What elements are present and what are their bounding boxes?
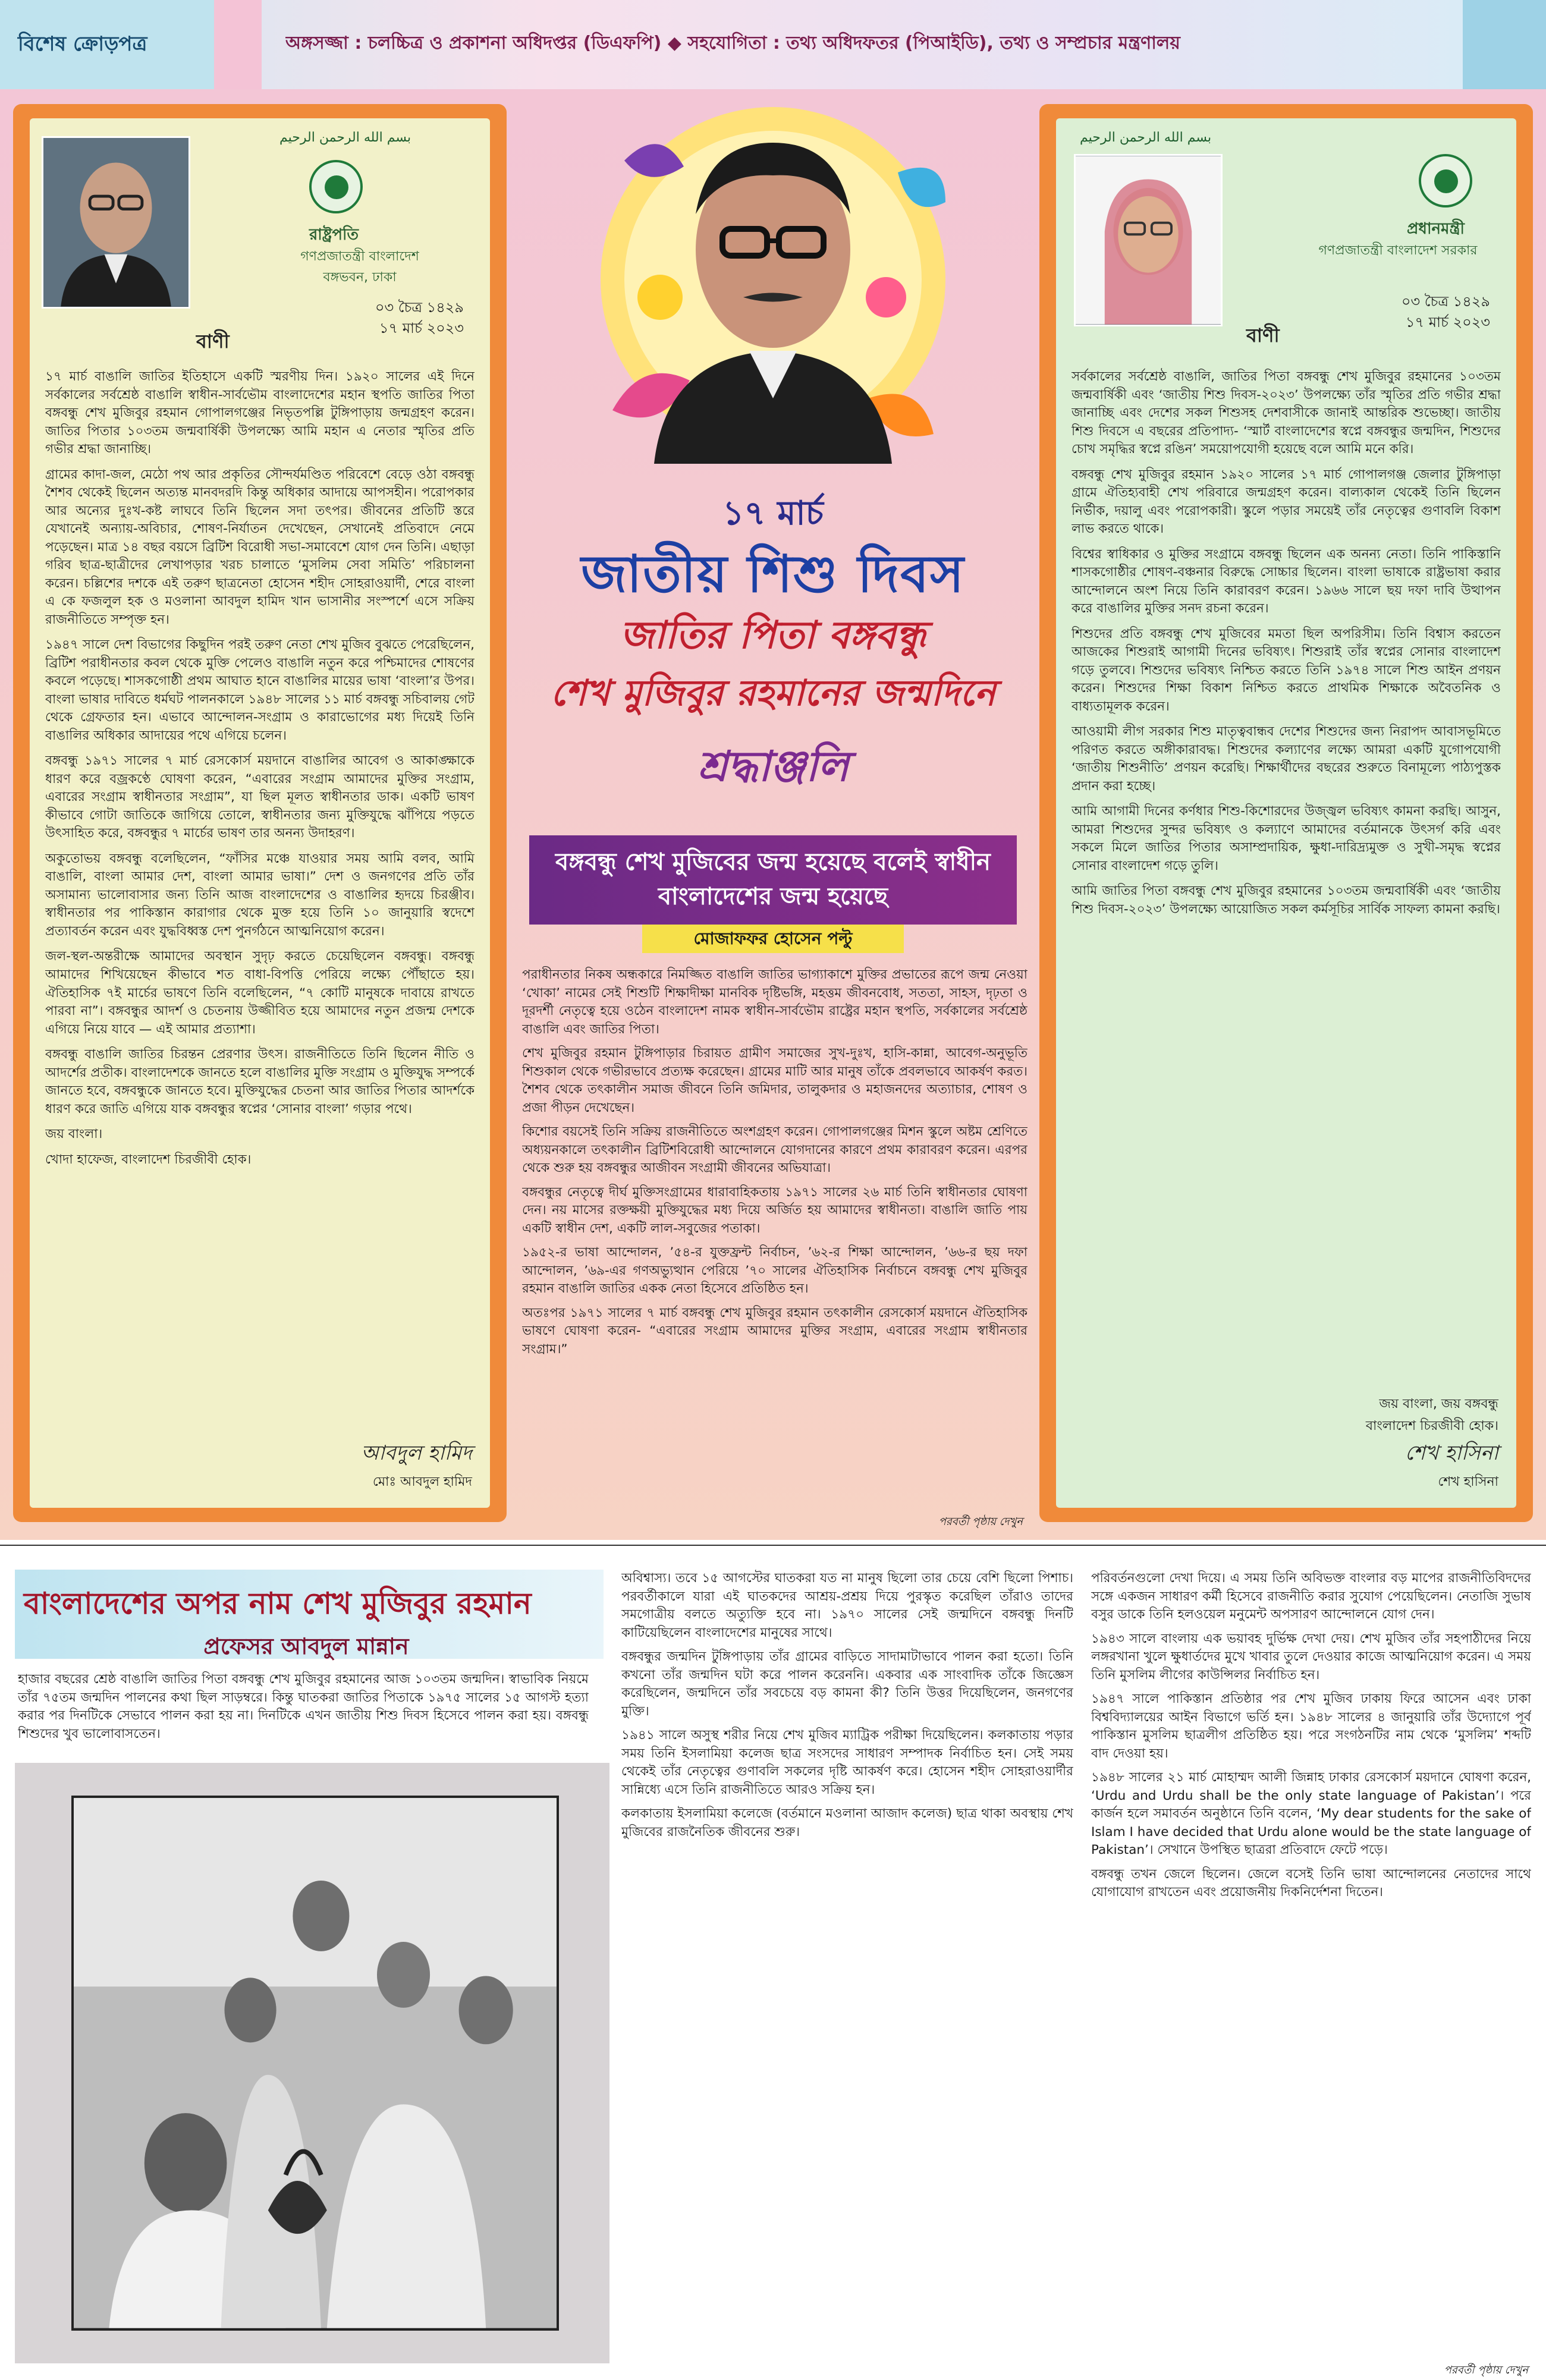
bangabandhu-with-children-photo [71, 1796, 559, 2331]
bottom-article-column-2 [621, 1570, 1073, 2363]
col3-para-1: পরিবর্তনগুলো দেখা দিয়ে। এ সময় তিনি অবিভক্ত বাংলার বড় মাপের রাজনীতিবিদদের সঙ্গে একজন সাধারণ কর্মী হিসেবে রাজনীতি করার সুযোগ পেয়েছিলেন। নেতাজি সুভাষ বসুর ডাকে তিনি হলওয়েল মনুমেন্ট অপসারণ আন্দোলনে যোগ দেন। [1091, 1571, 1531, 1623]
article-para-3: কিশোর বয়সেই তিনি সক্রিয় রাজনীতিতে অংশগ্রহণ করেন। গোপালগঞ্জের মিশন স্কুলে অষ্টম শ্রেণিতে অধ্যয়নকালে তৎকালীন ব্রিটিশবিরোধী আন্দোলনে যোগদানের কারণে প্রথম কারাবরণ করেন। এরপর থেকে শুরু হয় বঙ্গবন্ধুর আজীবন সংগ্রামী জীবনের অভিযাত্রা। [522, 1124, 1027, 1176]
president-bani-heading: বাণী [196, 330, 230, 353]
col3-para-5: বঙ্গবন্ধু তখন জেলে ছিলেন। জেলে বসেই তিনি ভাষা আন্দোলনের নেতাদের সাথে যোগাযোগ রাখতেন এবং প্রয়োজনীয় দিকনির্দেশনা দিতেন। [1091, 1866, 1531, 1900]
president-message-panel [13, 104, 507, 1522]
article-para-4: বঙ্গবন্ধুর নেতৃত্বে দীর্ঘ মুক্তিসংগ্রামের ধারাবাহিকতায় ১৯৭১ সালের ২৬ মার্চ তিনি স্বাধীনতার ঘোষণা দেন। নয় মাসের রক্তক্ষয়ী মুক্তিযুদ্ধের মধ্য দিয়ে অর্জিত হয় আমাদের স্বাধীনতা। বাঙালি জাতি পায় একটি স্বাধীন দেশ, একটি লাল-সবুজের পতাকা। [522, 1184, 1027, 1236]
president-para-4: বঙ্গবন্ধু ১৯৭১ সালের ৭ মার্চ রেসকোর্স ময়দানে বাঙালির আবেগ ও আকাঙ্ক্ষাকে ধারণ করে বজ্রকণ্ঠে ঘোষণা করেন, “এবারের সংগ্রাম আমাদের মুক্তির সংগ্রাম, এবারের সংগ্রাম স্বাধীনতার সংগ্রাম”, যা ছিল মূলত স্বাধীনতার ডাক। একটি ভাষণ কীভাবে গোটা জাতিকে জাগিয়ে তোলে, স্বাধীনতার জন্য মুক্তিযুদ্ধে ঝাঁপিয়ে পড়তে উৎসাহিত করে, বঙ্গবন্ধুর ৭ মার্চের ভাষণ তার অনন্য উদাহরণ। [45, 753, 475, 841]
article-title: বঙ্গবন্ধু শেখ মুজিবের জন্ম হয়েছে বলেই স্বাধীন বাংলাদেশের জন্ম হয়েছে [555, 848, 991, 910]
pm-government: গণপ্রজাতন্ত্রী বাংলাদেশ সরকার [1318, 243, 1478, 258]
bottom-article-title: বাংলাদেশের অপর নাম শেখ মুজিবুর রহমান [24, 1586, 532, 1621]
president-para-6: জল-স্থল-অন্তরীক্ষে আমাদের অবস্থান সুদৃঢ় করতে চেয়েছিলেন বঙ্গবন্ধু। বঙ্গবন্ধু আমাদের শিখিয়েছেন কীভাবে শত বাধা-বিপত্তি পেরিয়ে লক্ষ্যে পৌঁছাতে হয়। ঐতিহাসিক ৭ই মার্চের ভাষণে তিনি বলেছিলেন, “৭ কোটি মানুষকে দাবায়ে রাখতে পারবা না”। বঙ্গবন্ধুর আদর্শ ও চেতনায় উজ্জীবিত হয়ে আমাদের নতুন প্রজন্ম দেশকে এগিয়ে নিয়ে যাবে — এই আমার প্রত্যাশা। [45, 949, 475, 1037]
president-name: মোঃ আবদুল হামিদ [372, 1474, 472, 1489]
header-pink-strip [214, 0, 262, 89]
tribute-line-2: শেখ মুজিবুর রহমানের জন্মদিনে [550, 672, 996, 714]
supplement-label: বিশেষ ক্রোড়পত্র [18, 32, 147, 56]
pm-para-4: শিশুদের প্রতি বঙ্গবন্ধু শেখ মুজিবের মমতা ছিল অপরিসীম। তিনি বিশ্বাস করতেন আজকের শিশুরাই আগামী দিনের ভবিষ্যৎ। শিশুরাই তাঁর স্বপ্নের সোনার বাংলাদেশ গড়ে তুলবে। শিশুদের ভবিষ্যৎ নিশ্চিত করতে তিনি ১৯৭৪ সালে শিশু আইন প্রণয়ন করেন। শিশুদের শিক্ষা বিকাশ নিশ্চিত করতে প্রাথমিক শিক্ষাকে অবৈতনিক ও বাধ্যতামূলক করেন। [1071, 626, 1501, 714]
pm-message-inner [1056, 118, 1516, 1508]
col3-para-2: ১৯৪৩ সালে বাংলায় এক ভয়াবহ দুর্ভিক্ষ দেখা দেয়। শেখ মুজিব তাঁর সহপাঠীদের নিয়ে লঙ্গরখানা খুলে ক্ষুধার্তদের মুখে খাবার তুলে দেওয়ার কাজে আত্মনিয়োগ করেন। এ সময় তিনি মুসলিম লীগের কাউন্সিলর নির্বাচিত হন। [1091, 1631, 1531, 1683]
president-para-7: বঙ্গবন্ধু বাঙালি জাতির চিরন্তন প্রেরণার উৎস। রাজনীতিতে তিনি ছিলেন নীতি ও আদর্শের প্রতীক। বাংলাদেশকে জানতে হলে বাঙালির মুক্তি সংগ্রাম ও মুক্তিযুদ্ধ সম্পর্কে জানতে হবে, বঙ্গবন্ধুকে জানতে হবে। মুক্তিযুদ্ধের চেতনা আর জাতির পিতার আদর্শকে ধারণ করে জাতি এগিয়ে যাক বঙ্গবন্ধুর স্বপ্নের ‘সোনার বাংলা’ গড়ার পথে। [45, 1047, 475, 1117]
president-sign-block [361, 1438, 472, 1494]
photo-image [74, 1798, 557, 2328]
bangabandhu-portrait [589, 101, 957, 464]
pm-office-title: প্রধানমন্ত্রী [1407, 220, 1465, 238]
col2-para-1: অবিশ্বাস্য। তবে ১৫ আগস্টের ঘাতকরা যত না মানুষ ছিলো তার চেয়ে বেশি ছিলো পিশাচ। পরবর্তীকালে যারা এই ঘাতকদের আশ্রয়-প্রশ্রয় দিয়ে পুরস্কৃত করেছিল তাঁরাও তাদের সমগোত্রীয় বলতে অত্যুক্তি হবে না। ১৯৭০ সালের সেই জন্মদিনে বঙ্গবন্ধু দিনটি কাটিয়েছিলেন বাংলাদেশের মানুষের সাথে। [621, 1571, 1073, 1640]
col2-para-4: কলকাতায় ইসলামিয়া কলেজে (বর্তমানে মওলানা আজাদ কলেজ) ছাত্র থাকা অবস্থায় শেখ মুজিবের রাজনৈতিক জীবনের শুরু। [621, 1806, 1073, 1840]
pm-sign-block [1366, 1394, 1498, 1494]
president-para-2: গ্রামের কাদা-জল, মেঠো পথ আর প্রকৃতির সৌন্দর্যমণ্ডিত পরিবেশে বেড়ে ওঠা বঙ্গবন্ধু শৈশব থেকেই ছিলেন অত্যন্ত মানবদরদি কিন্তু অধিকার আদায়ে আপসহীন। পরোপকার আর অন্যের দুঃখ-কষ্ট লাঘবে তিনি ছিলেন সদা তৎপর। জীবনের প্রতিটি স্তরে যেখানেই অন্যায়-অবিচার, শোষণ-নির্যাতন দেখেছেন, সেখানেই প্রতিবাদে নেমে পড়েছেন। মাত্র ১৪ বছর বয়সে ব্রিটিশ বিরোধী সভা-সমাবেশে যোগ দেন তিনি। এছাড়া গরিব ছাত্র-ছাত্রীদের লেখাপড়ার খরচ চালাতে ‘মুসলিম সেবা সমিতি’ পরিচালনা করেন। চল্লিশের দশকে এই তরুণ ছাত্রনেতা হোসেন শহীদ সোহরাওয়ার্দী, শেরে বাংলা এ কে ফজলুল হক ও মওলানা আবদুল হামিদ খান ভাসানীর সংস্পর্শে এসে সক্রিয় রাজনীতিতে সম্পৃক্ত হন। [45, 467, 475, 627]
bangladesh-seal-icon [309, 160, 363, 213]
article-para-6: অতঃপর ১৯৭১ সালের ৭ মার্চ বঙ্গবন্ধু শেখ মুজিবুর রহমান তৎকালীন রেসকোর্স ময়দানে ঐতিহাসিক ভাষণে ঘোষণা করেন- “এবারের সংগ্রাম আমাদের মুক্তির সংগ্রাম, এবারের সংগ্রাম স্বাধীনতার সংগ্রাম।” [522, 1305, 1027, 1357]
col2-para-3: ১৯৪১ সালে অসুস্থ শরীর নিয়ে শেখ মুজিব ম্যাট্রিক পরীক্ষা দিয়েছিলেন। কলকাতায় পড়ার সময় তিনি ইসলামিয়া কলেজ ছাত্র সংসদের সাধারণ সম্পাদক নির্বাচিত হন। সেই সময় থেকেই তাঁর নেতৃত্বের গুণাবলি সকলের দৃষ্টি আকর্ষণ করে। হোসেন শহীদ সোহরাওয়ার্দীর সান্নিধ্যে এসে তিনি রাজনীতিতে আরও সক্রিয় হন। [621, 1728, 1073, 1797]
president-portrait-image [43, 138, 188, 307]
pm-name: শেখ হাসিনা [1438, 1474, 1498, 1489]
pm-portrait-image [1076, 156, 1221, 325]
article-byline: মোজাফফর হোসেন পল্টু [642, 925, 904, 953]
bangabandhu-portrait-image [589, 101, 957, 464]
article-title-banner [529, 835, 1017, 925]
pm-bani-heading: বাণী [1246, 324, 1280, 347]
col2-para-2: বঙ্গবন্ধুর জন্মদিন টুঙ্গিপাড়ায় তাঁর গ্রামের বাড়িতে সাদামাটাভাবে পালন করা হতো। তিনি কখনো তাঁর জন্মদিন ঘটা করে পালন করেননি। একবার এক সাংবাদিক তাঁকে জিজ্ঞেস করেছিলেন, জন্মদিনে তাঁর সবচেয়ে বড় কামনা কী? তিনি উত্তর দিয়েছিলেন, জনগণের মুক্তি। [621, 1649, 1073, 1719]
pm-para-7: আমি জাতির পিতা বঙ্গবন্ধু শেখ মুজিবুর রহমানের ১০৩তম জন্মবার্ষিকী এবং ‘জাতীয় শিশু দিবস-২০২৩’ উপলক্ষ্যে আয়োজিত সকল কর্মসূচির সার্বিক সাফল্য কামনা করছি। [1071, 884, 1501, 917]
pm-message-body [1071, 368, 1501, 1442]
article-para-1: পরাধীনতার নিকষ অন্ধকারে নিমজ্জিত বাঙালি জাতির ভাগ্যাকাশে মুক্তির প্রভাতের রূপে জন্ম নেওয়া ‘খোকা’ নামের সেই শিশুটি শিক্ষাদীক্ষা মানবিক দৃষ্টিভঙ্গি, মহত্তম জীবনবোধ, সততা, সাহস, দৃঢ়তা ও দূরদর্শী নেতৃত্বে হয়ে ওঠেন বাংলাদেশ নামক স্বাধীন-সার্বভৌম রাষ্ট্রের মহান স্থপতি, সর্বকালের সর্বশ্রেষ্ঠ বাঙালি এবং জাতির পিতা। [522, 967, 1027, 1037]
pm-date-en: ১৭ মার্চ ২০২৩ [1405, 314, 1490, 331]
president-para-5: অকুতোভয় বঙ্গবন্ধু বলেছিলেন, “ফাঁসির মঞ্চে যাওয়ার সময় আমি বলব, আমি বাঙালি, বাংলা আমার দেশ, বাংলা আমার ভাষা।” দেশ ও জনগণের প্রতি তাঁর অসামান্য ভালোবাসার জন্য তিনি আজ বাংলাদেশের ও বাঙালির হৃদয়ে চিরঞ্জীব। স্বাধীনতার পর পাকিস্তান কারাগার থেকে মুক্ত হয়ে তিনি ১০ জানুয়ারি স্বদেশে প্রত্যাবর্তন করেন এবং যুদ্ধবিধ্বস্ত দেশ পুনর্গঠনে আত্মনিয়োগ করেন। [45, 851, 475, 939]
bottom-article-intro: হাজার বছরের শ্রেষ্ঠ বাঙালি জাতির পিতা বঙ্গবন্ধু শেখ মুজিবুর রহমানের আজ ১০৩তম জন্মদিন। স্বাভাবিক নিয়মে তাঁর ৭৫তম জন্মদিন পালনের কথা ছিল সাড়ম্বরে। কিন্তু ঘাতকরা জাতির পিতাকে ১৯৭৫ সালের ১৫ আগস্ট হত্যা করার পর দিনটিকে সেভাবে পালন করা হয় না। দিনটিকে এখন জাতীয় শিশু দিবস হিসেবে পালন করা হয়। বঙ্গবন্ধু শিশুদের খুব ভালোবাসতেন। [18, 1672, 589, 1741]
pm-message-panel [1039, 104, 1533, 1522]
continued-note: পরবর্তী পৃষ্ঠায় দেখুন [938, 1516, 1023, 1528]
credit-line: অঙ্গসজ্জা : চলচ্চিত্র ও প্রকাশনা অধিদপ্তর (ডিএফপি) ◆ সহযোগিতা : তথ্য অধিদফতর (পিআইডি), তথ্য ও সম্প্রচার মন্ত্রণালয় [285, 33, 1180, 54]
president-para-9: খোদা হাফেজ, বাংলাদেশ চিরজীবী হোক। [45, 1152, 252, 1167]
president-signature: আবদুল হামিদ [361, 1441, 472, 1465]
pm-para-2: বঙ্গবন্ধু শেখ মুজিবুর রহমান ১৯২০ সালের ১৭ মার্চ গোপালগঞ্জ জেলার টুঙ্গিপাড়া গ্রামে ঐতিহ্যবাহী শেখ পরিবারে জন্মগ্রহণ করেন। বাল্যকাল থেকেই তিনি ছিলেন নির্ভীক, দয়ালু এবং পরোপকারী। স্কুলে পড়ার সময়েই তাঁর নেতৃত্বের গুণাবলি বিকাশ লাভ করতে থাকে। [1071, 467, 1501, 537]
president-place: বঙ্গভবন, ঢাকা [323, 270, 397, 285]
bangladesh-seal-icon [1419, 154, 1472, 207]
article-para-5: ১৯৫২-র ভাষা আন্দোলন, ’৫৪-র যুক্তফ্রন্ট নির্বাচন, ’৬২-র শিক্ষা আন্দোলন, ’৬৬-র ছয় দফা আন্দোলন, ’৬৯-এর গণঅভ্যুত্থান পেরিয়ে ’৭০ সালের ঐতিহাসিক নির্বাচনে বঙ্গবন্ধু শেখ মুজিবুর রহমান বাঙালি জাতির একক নেতা হিসেবে প্রতিষ্ঠিত হন। [522, 1245, 1027, 1297]
president-message-body [45, 368, 475, 1442]
bottom-article-column-3 [1091, 1570, 1531, 2363]
pm-para-3: বিশ্বের স্বাধিকার ও মুক্তির সংগ্রামে বঙ্গবন্ধু ছিলেন এক অনন্য নেতা। তিনি পাকিস্তানি শাসকগোষ্ঠীর শোষণ-বঞ্চনার বিরুদ্ধে সোচ্চার ছিলেন। বাংলা ভাষাকে রাষ্ট্রভাষা করার আন্দোলনে অংশ নিয়ে তিনি কারাবরণ করেন। ১৯৬৬ সালে ছয় দফা দাবি উত্থাপন করে বাঙালির মুক্তির সনদ রচনা করেন। [1071, 546, 1501, 617]
pm-para-6: আমি আগামী দিনের কর্ণধার শিশু-কিশোরদের উজ্জ্বল ভবিষ্যৎ কামনা করছি। আসুন, আমরা শিশুদের সুন্দর ভবিষ্যৎ ও কল্যাণে আমাদের বর্তমানকে উৎসর্গ করি এবং সকলে মিলে জাতির পিতার অসাম্প্রদায়িক, ক্ষুধা-দারিদ্র্যমুক্ত ও সুখী-সমৃদ্ধ স্বপ্নের সোনার বাংলাদেশ গড়ে তুলি। [1071, 804, 1501, 873]
center-column [511, 95, 1035, 1534]
date-title: ১৭ মার্চ [722, 494, 824, 533]
article-para-2: শেখ মুজিবুর রহমান টুঙ্গিপাড়ার চিরায়ত গ্রামীণ সমাজের সুখ-দুঃখ, হাসি-কান্না, আবেগ-অনুভূতি শিশুকাল থেকে গভীরভাবে প্রত্যক্ষ করেছেন। গ্রামের মাটি আর মানুষ তাঁকে প্রবলভাবে আকর্ষণ করত। শৈশব থেকে তৎকালীন সমাজ জীবনে তিনি জমিদার, তালুকদার ও মহাজনদের অত্যাচার, শোষণ ও প্রজা পীড়ন দেখেছেন। [522, 1046, 1027, 1115]
pm-para-5: আওয়ামী লীগ সরকার শিশু মাতৃত্ববান্ধব দেশের শিশুদের জন্য নিরাপদ আবাসভূমিতে পরিণত করতে অঙ্গীকারাবদ্ধ। শিশুদের কল্যাণের লক্ষ্যে আমরা একটি যুগোপযোগী ‘জাতীয় শিশুনীতি’ প্রণয়ন করেছি। শিক্ষার্থীদের বছরের শুরুতে বিনামূল্যে পাঠ্যপুস্তক প্রদান করা হচ্ছে। [1071, 724, 1501, 794]
tribute-line-1: জাতির পিতা বঙ্গবন্ধু [620, 613, 926, 658]
president-para-1: ১৭ মার্চ বাঙালি জাতির ইতিহাসে একটি স্মরণীয় দিন। ১৯২০ সালের এই দিনে সর্বকালের সর্বশ্রেষ্ঠ বাঙালি স্বাধীন-সার্বভৌম বাংলাদেশের মহান স্থপতি জাতির পিতা বঙ্গবন্ধু শেখ মুজিবুর রহমান গোপালগঞ্জের নিভৃতপল্লি টুঙ্গিপাড়ায় জন্মগ্রহণ করেন। জাতির পিতার ১০৩তম জন্মবার্ষিকী উপলক্ষ্যে আমি মহান এ নেতার স্মৃতির প্রতি গভীর শ্রদ্ধা জানাচ্ছি। [45, 369, 475, 457]
pm-closing: জয় বাংলা, জয় বঙ্গবন্ধু [1379, 1397, 1498, 1411]
continued-note-bottom: পরবর্তী পৃষ্ঠায় দেখুন [1444, 2364, 1528, 2376]
col3-para-4: ১৯৪৮ সালের ২১ মার্চ মোহাম্মদ আলী জিন্নাহ ঢাকার রেসকোর্স ময়দানে ঘোষণা করেন, ‘Urdu and Urdu shall be the only state language of Pakistan’। পরে কার্জন হলে সমাবর্তন অনুষ্ঠানে তিনি বলেন, ‘My dear students for the sake of Islam I have decided that Urdu alone would be the state language of Pakistan’। সেখানে উপস্থিত ছাত্ররা প্রতিবাদে ফেটে পড়ে। [1091, 1770, 1531, 1858]
president-para-8: জয় বাংলা। [45, 1127, 103, 1142]
pm-para-1: সর্বকালের সর্বশ্রেষ্ঠ বাঙালি, জাতির পিতা বঙ্গবন্ধু শেখ মুজিবুর রহমানের ১০৩তম জন্মবার্ষিকী এবং ‘জাতীয় শিশু দিবস-২০২৩’ উপলক্ষ্যে তাঁর স্মৃতির প্রতি গভীর শ্রদ্ধা জানাচ্ছি এবং দেশের সকল শিশুসহ দেশবাসীকে জানাই আন্তরিক শুভেচ্ছা। জাতীয় শিশু দিবসে এ বছরের প্রতিপাদ্য- ‘স্মার্ট বাংলাদেশের স্বপ্নে বঙ্গবন্ধুর জন্মদিন, শিশুদের চোখ সমৃদ্ধির স্বপ্নে রঙিন’ সময়োপযোগী হয়েছে বলে আমি মনে করি। [1071, 369, 1501, 457]
article-body [522, 966, 1027, 1513]
pm-closing-2: বাংলাদেশ চিরজীবী হোক। [1365, 1419, 1498, 1433]
shraddhanjali-heading: শ্রদ্ধাঞ্জলি [697, 741, 849, 791]
pm-date-bn: ০৩ চৈত্র ১৪২৯ [1401, 293, 1490, 310]
president-message-inner [30, 118, 490, 1508]
president-para-3: ১৯৪৭ সালে দেশ বিভাগের কিছুদিন পরই তরুণ নেতা শেখ মুজিব বুঝতে পেরেছিলেন, ব্রিটিশ পরাধীনতার কবল থেকে মুক্তি পেলেও বাঙালি নতুন করে পশ্চিমাদের শোষণের কবলে পড়েছে। শাসকগোষ্ঠী প্রথম আঘাত হানে বাঙালির মায়ের ভাষা ‘বাংলা’র উপর। বাংলা ভাষার দাবিতে ধর্মঘট পালনকালে ১৯৪৮ সালের ১১ মার্চ বঙ্গবন্ধু সচিবালয় গেট থেকে গ্রেফতার হন। এভাবে আন্দোলন-সংগ্রাম ও কারাভোগের মধ্য দিয়েই তিনি বাঙালির অধিকার আদায়ের পথে এগিয়ে চলেন। [45, 637, 475, 743]
president-office-title: রাষ্ট্রপতি [309, 226, 359, 244]
pm-signature: শেখ হাসিনা [1404, 1441, 1498, 1465]
bottom-article-author: প্রফেসর আবদুল মান্নান [203, 1633, 409, 1659]
col3-para-3: ১৯৪৭ সালে পাকিস্তান প্রতিষ্ঠার পর শেখ মুজিব ঢাকায় ফিরে আসেন এবং ঢাকা বিশ্ববিদ্যালয়ের আইন বিভাগে ভর্তি হন। ১৯৪৮ সালের ৪ জানুয়ারি তাঁর উদ্যোগে পূর্ব পাকিস্তান মুসলিম ছাত্রলীগ প্রতিষ্ঠিত হয়। পরে সংগঠনটির নাম থেকে ‘মুসলিম’ শব্দটি বাদ দেওয়া হয়। [1091, 1692, 1531, 1761]
president-date-en: ১৭ মার্চ ২০২৩ [379, 320, 464, 337]
day-title: জাতীয় শিশু দিবস [581, 545, 965, 604]
bismillah-text: بسم الله الرحمن الرحيم [279, 130, 411, 145]
bismillah-text: بسم الله الرحمن الرحيم [1080, 130, 1212, 145]
president-portrait [42, 136, 190, 309]
pm-portrait [1074, 154, 1223, 326]
president-date-bn: ০৩ চৈত্র ১৪২৯ [375, 299, 464, 316]
header-band [0, 0, 1546, 89]
president-country: গণপ্রজাতন্ত্রী বাংলাদেশ [300, 249, 419, 264]
